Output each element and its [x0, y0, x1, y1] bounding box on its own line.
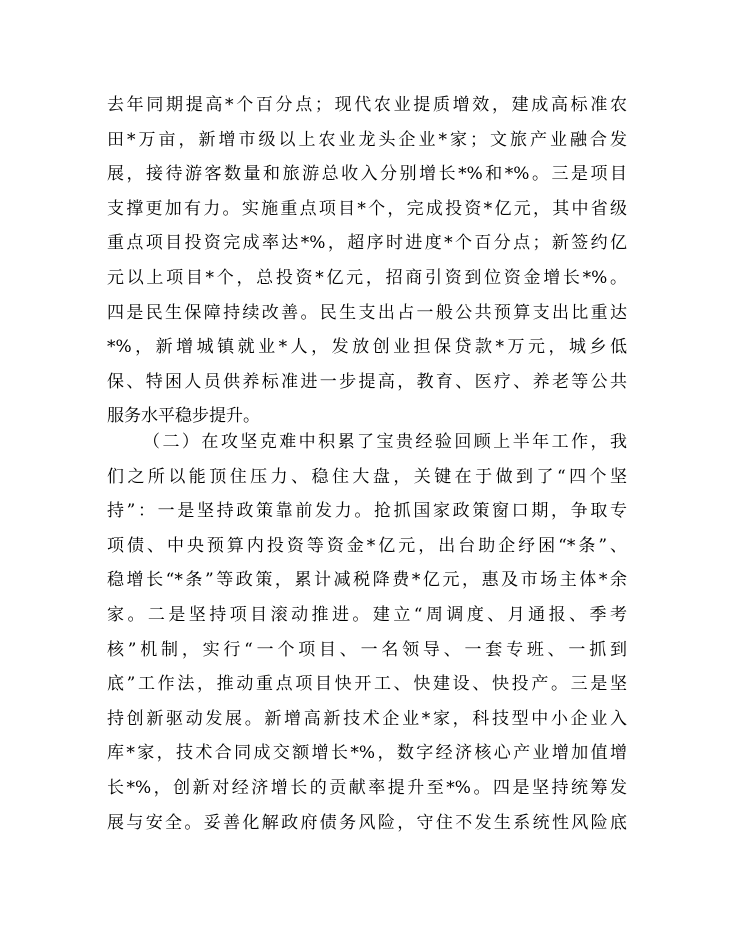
paragraph-line: 服务水平稳步提升。 [107, 406, 260, 427]
paragraph-line: 支撑更加有力。实施重点项目*个，完成投资*亿元，其中省级 [107, 198, 627, 219]
paragraph-line: 库*家，技术合同成交额增长*%，数字经济核心产业增加值增 [107, 743, 627, 764]
paragraph-line: 核”机制，实行“一个项目、一名领导、一套专班、一抓到 [107, 639, 627, 660]
paragraph-line: 们之所以能顶住压力、稳住大盘，关键在于做到了“四个坚 [107, 466, 627, 487]
paragraph-line: 稳增长“*条”等政策，累计减税降费*亿元，惠及市场主体*余 [107, 570, 627, 591]
paragraph-line: 持”：一是坚持政策靠前发力。抢抓国家政策窗口期，争取专 [107, 501, 627, 522]
paragraph-line: 去年同期提高*个百分点；现代农业提质增效，建成高标准农 [107, 95, 627, 115]
paragraph-line: 展，接待游客数量和旅游总收入分别增长*%和*%。三是项目 [107, 164, 627, 185]
paragraph-line: （二）在攻坚克难中积累了宝贵经验回顾上半年工作，我 [143, 432, 627, 452]
paragraph-line: 元以上项目*个，总投资*亿元，招商引资到位资金增长*%。 [107, 267, 627, 288]
paragraph-line: 展与安全。妥善化解政府债务风险，守住不发生系统性风险底 [107, 812, 627, 833]
paragraph-line: 四是民生保障持续改善。民生支出占一般公共预算支出比重达 [107, 302, 627, 323]
paragraph-line: 保、特困人员供养标准进一步提高，教育、医疗、养老等公共 [107, 371, 627, 392]
paragraph-line: 项债、中央预算内投资等资金*亿元，出台助企纾困“*条”、 [107, 535, 627, 556]
paragraph-line: 底”工作法，推动重点项目快开工、快建设、快投产。三是坚 [107, 674, 627, 695]
paragraph-line: 田*万亩，新增市级以上农业龙头企业*家；文旅产业融合发 [107, 129, 627, 150]
paragraph-line: 持创新驱动发展。新增高新技术企业*家，科技型中小企业入 [107, 708, 627, 729]
paragraph-line: 家。二是坚持项目滚动推进。建立“周调度、月通报、季考 [107, 604, 627, 625]
paragraph-line: 长*%，创新对经济增长的贡献率提升至*%。四是坚持统筹发 [107, 777, 627, 798]
paragraph-line: 重点项目投资完成率达*%，超序时进度*个百分点；新签约亿 [107, 233, 627, 254]
paragraph-2 [107, 425, 627, 840]
paragraph-1 [107, 88, 627, 434]
paragraph-line: *%，新增城镇就业*人，发放创业担保贷款*万元，城乡低 [107, 337, 627, 358]
